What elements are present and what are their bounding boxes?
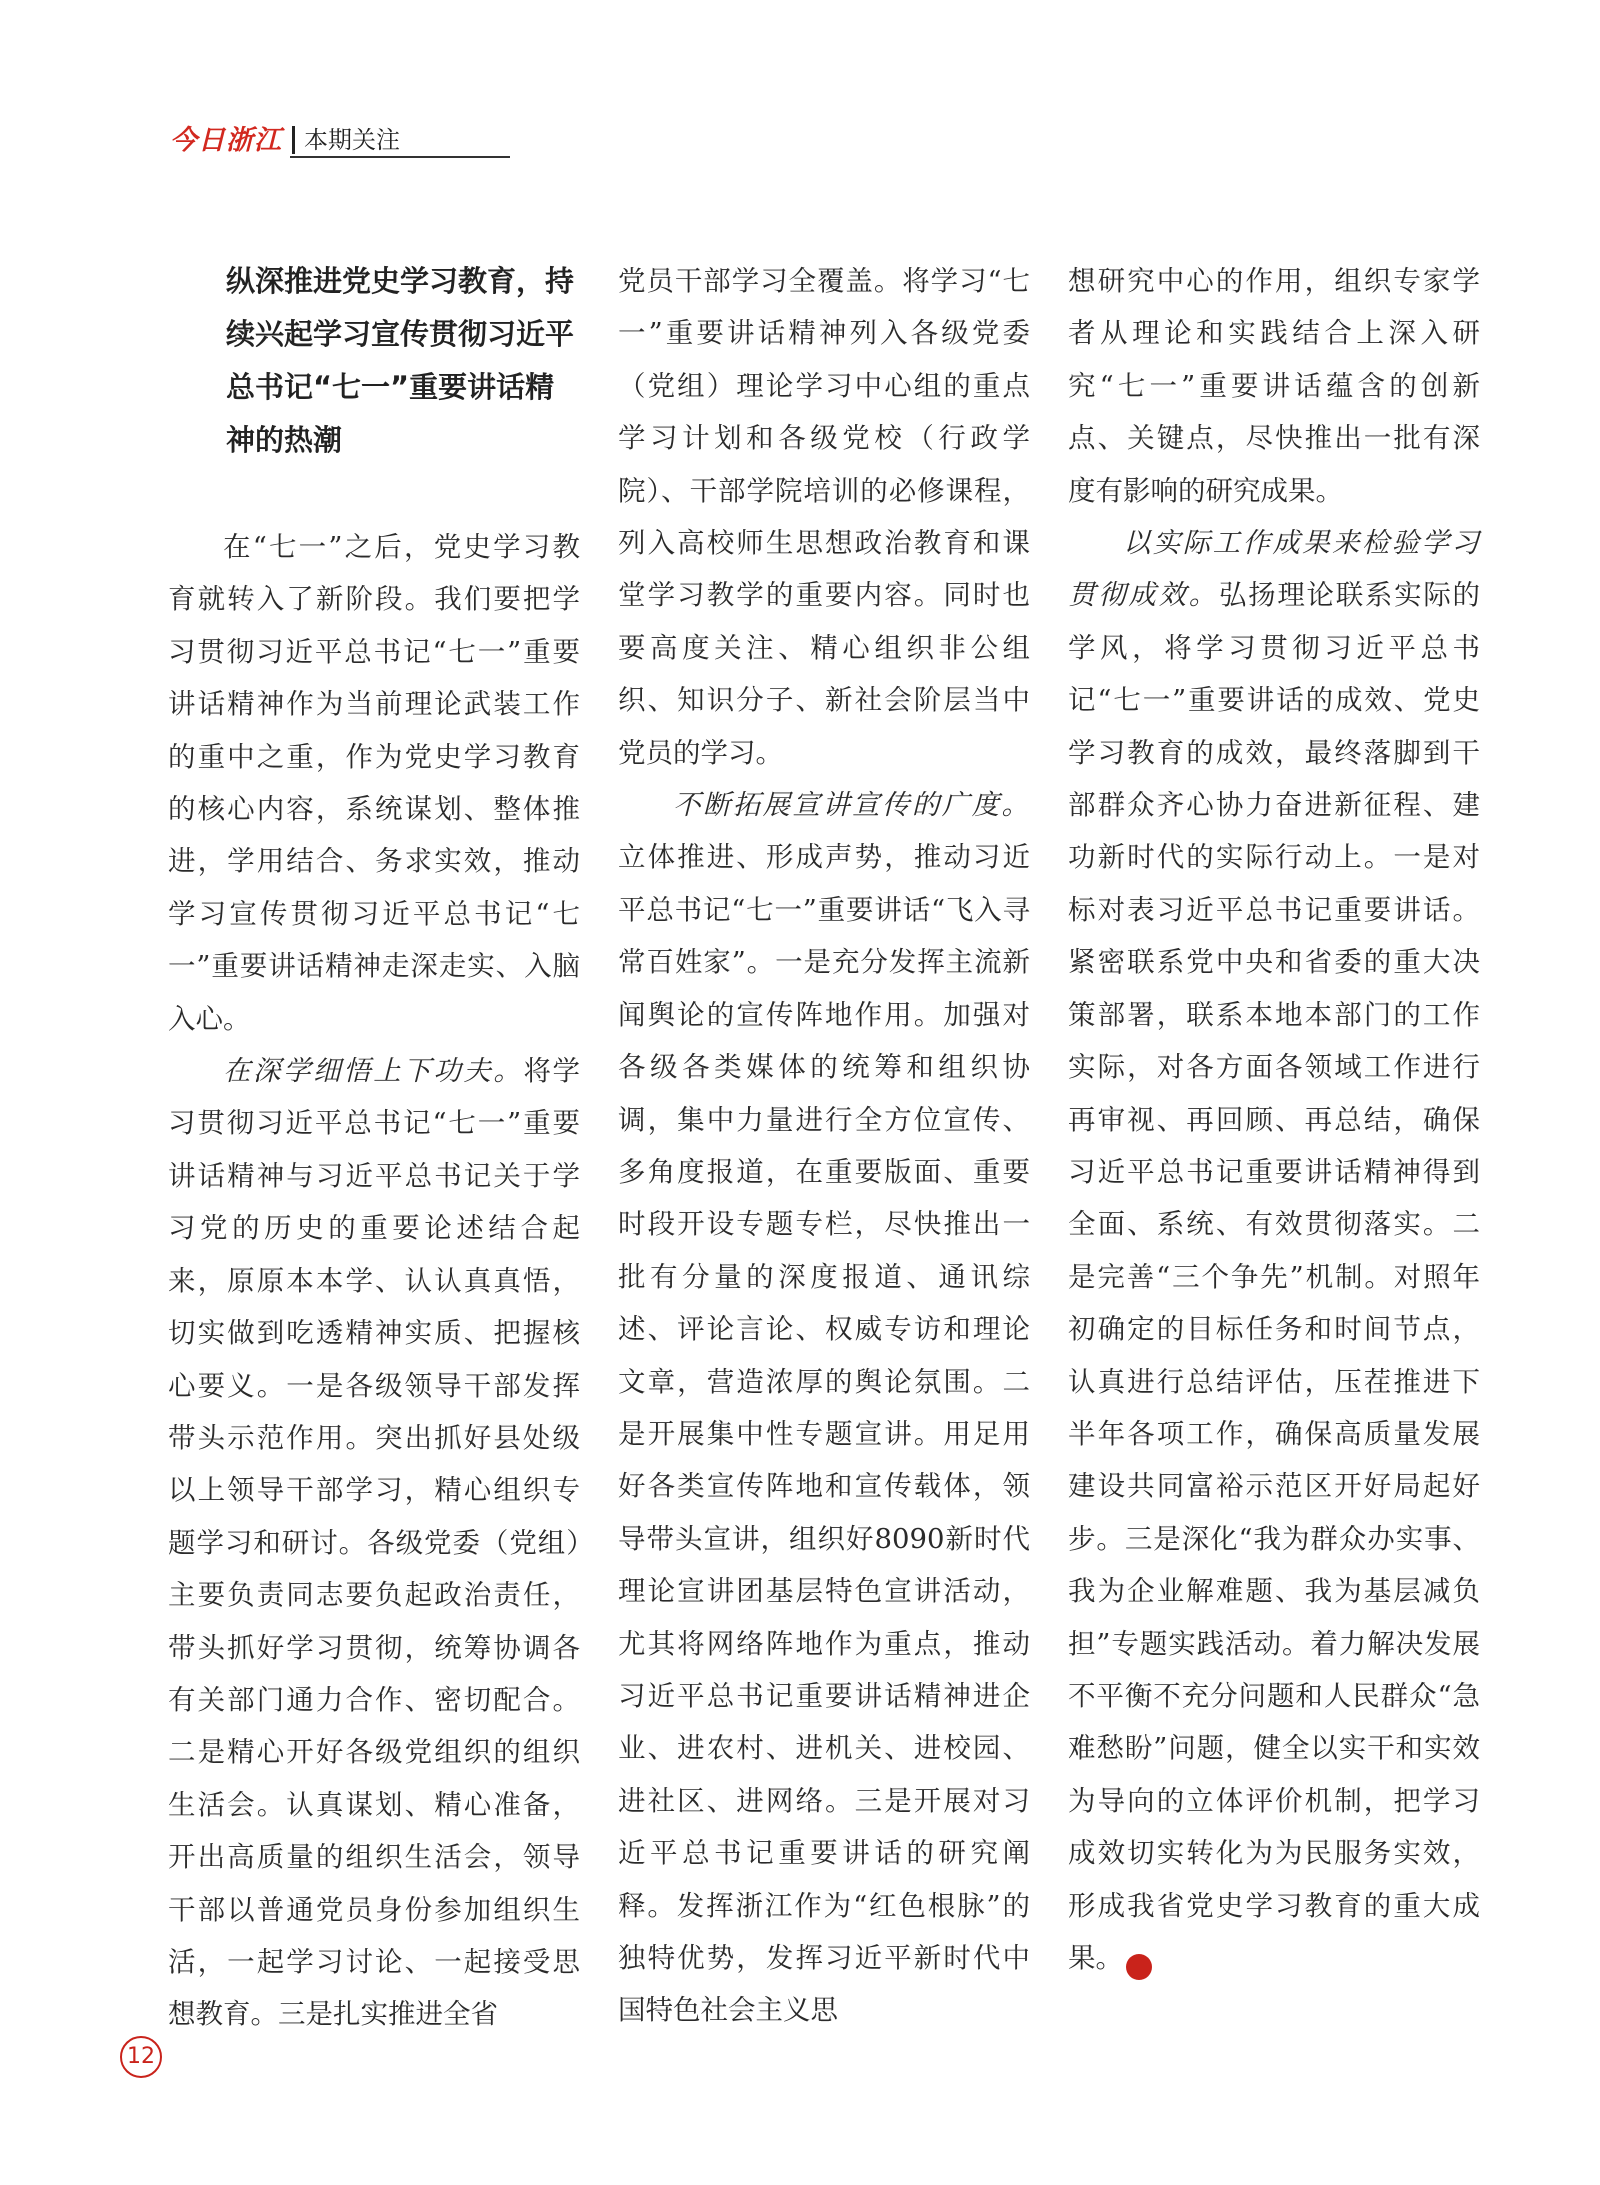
end-mark-icon: 今 <box>1126 1954 1152 1980</box>
paragraph-publicity-continued: 想研究中心的作用，组织专家学者从理论和实践结合上深入研究“七一”重要讲话蕴含的创新点、关键点，尽快推出一批有深度有影响的研究成果。 <box>1068 265 1480 507</box>
section-name: 本期关注 <box>304 126 400 154</box>
header-divider <box>292 126 295 154</box>
header-rule <box>290 156 510 158</box>
paragraph-study <box>168 1045 580 2041</box>
paragraph-body: 立体推进、形成声势，推动习近平总书记“七一”重要讲话“飞入寻常百姓家”。一是充分发挥主流新闻舆论的宣传阵地作用。加强对各级各类媒体的统筹和组织协调，集中力量进行全方位宣传、多角度报道，在重要版面、重要时段开设专题专栏，尽快推出一批有分量的深度报道、通讯综述、评论言论、权威专访和理论文章，营造浓厚的舆论氛围。二是开展集中性专题宣讲。用足用好各类宣传阵地和宣传载体，领导带头宣讲，组织好8090新时代理论宣讲团基层特色宣讲活动，尤其将网络阵地作为重点，推动习近平总书记重要讲话精神进企业、进农村、进机关、进校园、进社区、进网络。三是开展对习近平总书记重要讲话的研究阐释。发挥浙江作为“红色根脉”的独特优势，发挥习近平新时代中国特色社会主义思 <box>618 841 1030 2027</box>
paragraph-lead: 不断拓展宣讲宣传的广度。 <box>673 789 1030 822</box>
paragraph-publicity <box>618 779 1030 2037</box>
paragraph-study-continued: 党员干部学习全覆盖。将学习“七一”重要讲话精神列入各级党委（党组）理论学习中心组的重点学习计划和各级党校（行政学院）、干部学院培训的必修课程，列入高校师生思想政治教育和课堂学习教学的重要内容。同时也要高度关注、精心组织非公组织、知识分子、新社会阶层当中党员的学习。 <box>618 265 1030 769</box>
masthead <box>170 122 400 158</box>
column-3 <box>1068 255 1480 1984</box>
paragraph-intro: 在“七一”之后，党史学习教育就转入了新阶段。我们要把学习贯彻习近平总书记“七一”重要讲话精神作为当前理论武装工作的重中之重，作为党史学习教育的核心内容，系统谋划、整体推进，学用结合、务求实效，推动学习宣传贯彻习近平总书记“七一”重要讲话精神走深走实、入脑入心。 <box>168 531 580 1035</box>
paragraph-body: 弘扬理论联系实际的学风，将学习贯彻习近平总书记“七一”重要讲话的成效、党史学习教育的成效，最终落脚到干部群众齐心协力奋进新征程、建功新时代的实际行动上。一是对标对表习近平总书记重要讲话。紧密联系党中央和省委的重大决策部署，联系本地本部门的工作实际，对各方面各领域工作进行再审视、再回顾、再总结，确保习近平总书记重要讲话精神得到全面、系统、有效贯彻落实。二是完善“三个争先”机制。对照年初确定的目标任务和时间节点，认真进行总结评估，压茬推进下半年各项工作，确保高质量发展建设共同富裕示范区开好局起好步。三是深化“我为群众办实事、我为企业解难题、我为基层减负担”专题实践活动。着力解决发展不平衡不充分问题和人民群众“急难愁盼”问题，健全以实干和实效为导向的立体评价机制，把学习成效切实转化为为民服务实效，形成我省党史学习教育的重大成果。 <box>1068 579 1481 1974</box>
page-number: 12 <box>120 2036 162 2078</box>
magazine-logo: 今日浙江 <box>170 124 282 156</box>
paragraph-lead: 以实际工作成果来检验学习贯彻成效。 <box>1068 527 1480 612</box>
paragraph-body: 将学习贯彻习近平总书记“七一”重要讲话精神与习近平总书记关于学习党的历史的重要论述结合起来，原原本本学、认认真真悟，切实做到吃透精神实质、把握核心要义。一是各级领导干部发挥带头示范作用。突出抓好县处级以上领导干部学习，精心组织专题学习和研讨。各级党委（党组）主要负责同志要负起政治责任，带头抓好学习贯彻，统筹协调各有关部门通力合作、密切配合。二是精心开好各级党组织的组织生活会。认真谋划、精心准备，开出高质量的组织生活会，领导干部以普通党员身份参加组织生活，一起学习讨论、一起接受思想教育。三是扎实推进全省 <box>168 1055 581 2031</box>
column-1 <box>168 255 580 2041</box>
paragraph-lead: 在深学细悟上下功夫。 <box>223 1055 524 1088</box>
article-title: 纵深推进党史学习教育，持续兴起学习宣传贯彻习近平总书记“七一”重要讲话精神的热潮 <box>226 264 575 457</box>
column-2 <box>618 255 1030 2037</box>
paragraph-results <box>1068 517 1480 1984</box>
